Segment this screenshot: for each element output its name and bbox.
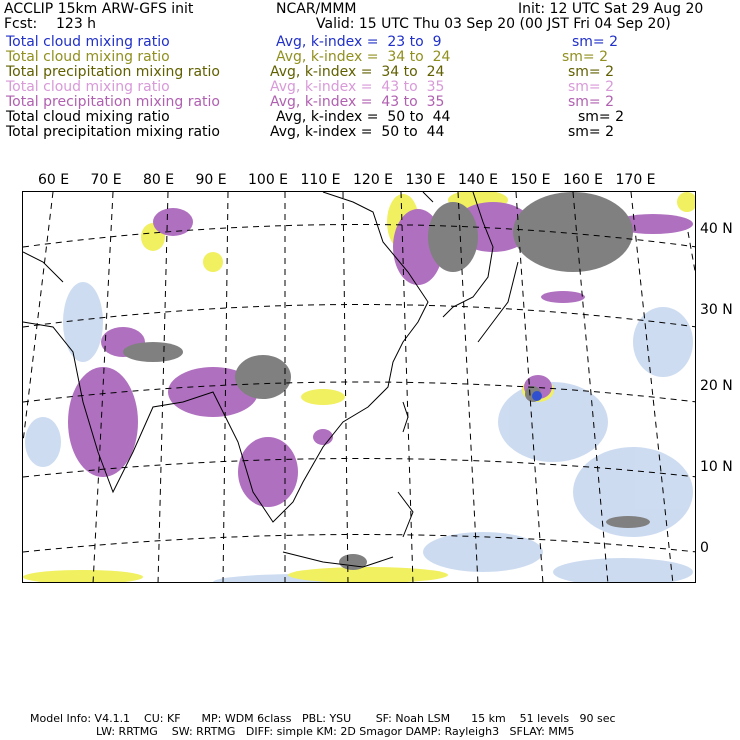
typhoon-eye bbox=[532, 391, 542, 401]
field-name: Total cloud mixing ratio bbox=[6, 79, 170, 95]
field-k-index: Avg, k-index = 23 to 9 bbox=[276, 34, 442, 50]
longitude-label: 70 E bbox=[90, 172, 122, 188]
org-label: NCAR/MMM bbox=[276, 1, 357, 17]
model-info-line1: Model Info: V4.1.1 CU: KF MP: WDM 6class PBL: YSU SF: Noah LSM 15 km 51 levels 90 sec bbox=[30, 712, 616, 725]
field-k-index: Avg, k-index = 43 to 35 bbox=[270, 94, 445, 110]
longitude-label: 170 E bbox=[615, 172, 656, 188]
field-smoothing: sm= 2 bbox=[572, 34, 619, 50]
field-smoothing: sm= 2 bbox=[568, 124, 615, 140]
init-time: Init: 12 UTC Sat 29 Aug 20 bbox=[518, 1, 704, 17]
longitude-label: 150 E bbox=[510, 172, 551, 188]
forecast-label: Fcst: bbox=[4, 16, 38, 32]
model-title: ACCLIP 15km ARW-GFS init bbox=[4, 1, 194, 17]
field-smoothing: sm= 2 bbox=[562, 49, 609, 65]
field-k-index: Avg, k-index = 43 to 35 bbox=[270, 79, 445, 95]
field-smoothing: sm= 2 bbox=[568, 64, 615, 80]
field-name: Total cloud mixing ratio bbox=[6, 109, 170, 125]
map-canvas bbox=[23, 192, 696, 583]
field-name: Total precipitation mixing ratio bbox=[6, 94, 220, 110]
weather-map bbox=[22, 191, 696, 583]
latitude-label: 10 N bbox=[700, 459, 733, 475]
longitude-label: 160 E bbox=[563, 172, 604, 188]
latitude-label: 20 N bbox=[700, 378, 733, 394]
longitude-label: 60 E bbox=[38, 172, 70, 188]
longitude-label: 80 E bbox=[143, 172, 175, 188]
longitude-label: 110 E bbox=[300, 172, 341, 188]
latitude-label: 30 N bbox=[700, 302, 733, 318]
longitude-label: 130 E bbox=[405, 172, 446, 188]
field-name: Total cloud mixing ratio bbox=[6, 34, 170, 50]
longitude-label: 120 E bbox=[353, 172, 394, 188]
field-smoothing: sm= 2 bbox=[578, 109, 625, 125]
field-k-index: Avg, k-index = 50 to 44 bbox=[276, 109, 451, 125]
longitude-label: 140 E bbox=[458, 172, 499, 188]
field-name: Total cloud mixing ratio bbox=[6, 49, 170, 65]
latitude-label: 40 N bbox=[700, 221, 733, 237]
model-info-line2: LW: RRTMG SW: RRTMG DIFF: simple KM: 2D Smagor DAMP: Rayleigh3 SFLAY: MM5 bbox=[96, 725, 575, 738]
field-k-index: Avg, k-index = 34 to 24 bbox=[276, 49, 451, 65]
field-name: Total precipitation mixing ratio bbox=[6, 124, 220, 140]
field-smoothing: sm= 2 bbox=[568, 79, 615, 95]
latitude-label: 0 bbox=[700, 540, 709, 556]
field-smoothing: sm= 2 bbox=[568, 94, 615, 110]
valid-time: Valid: 15 UTC Thu 03 Sep 20 (00 JST Fri 04 Sep 20) bbox=[316, 16, 671, 32]
longitude-label: 100 E bbox=[248, 172, 289, 188]
field-k-index: Avg, k-index = 34 to 24 bbox=[270, 64, 445, 80]
forecast-hours: 123 h bbox=[56, 16, 97, 32]
field-name: Total precipitation mixing ratio bbox=[6, 64, 220, 80]
field-k-index: Avg, k-index = 50 to 44 bbox=[270, 124, 445, 140]
longitude-label: 90 E bbox=[195, 172, 227, 188]
